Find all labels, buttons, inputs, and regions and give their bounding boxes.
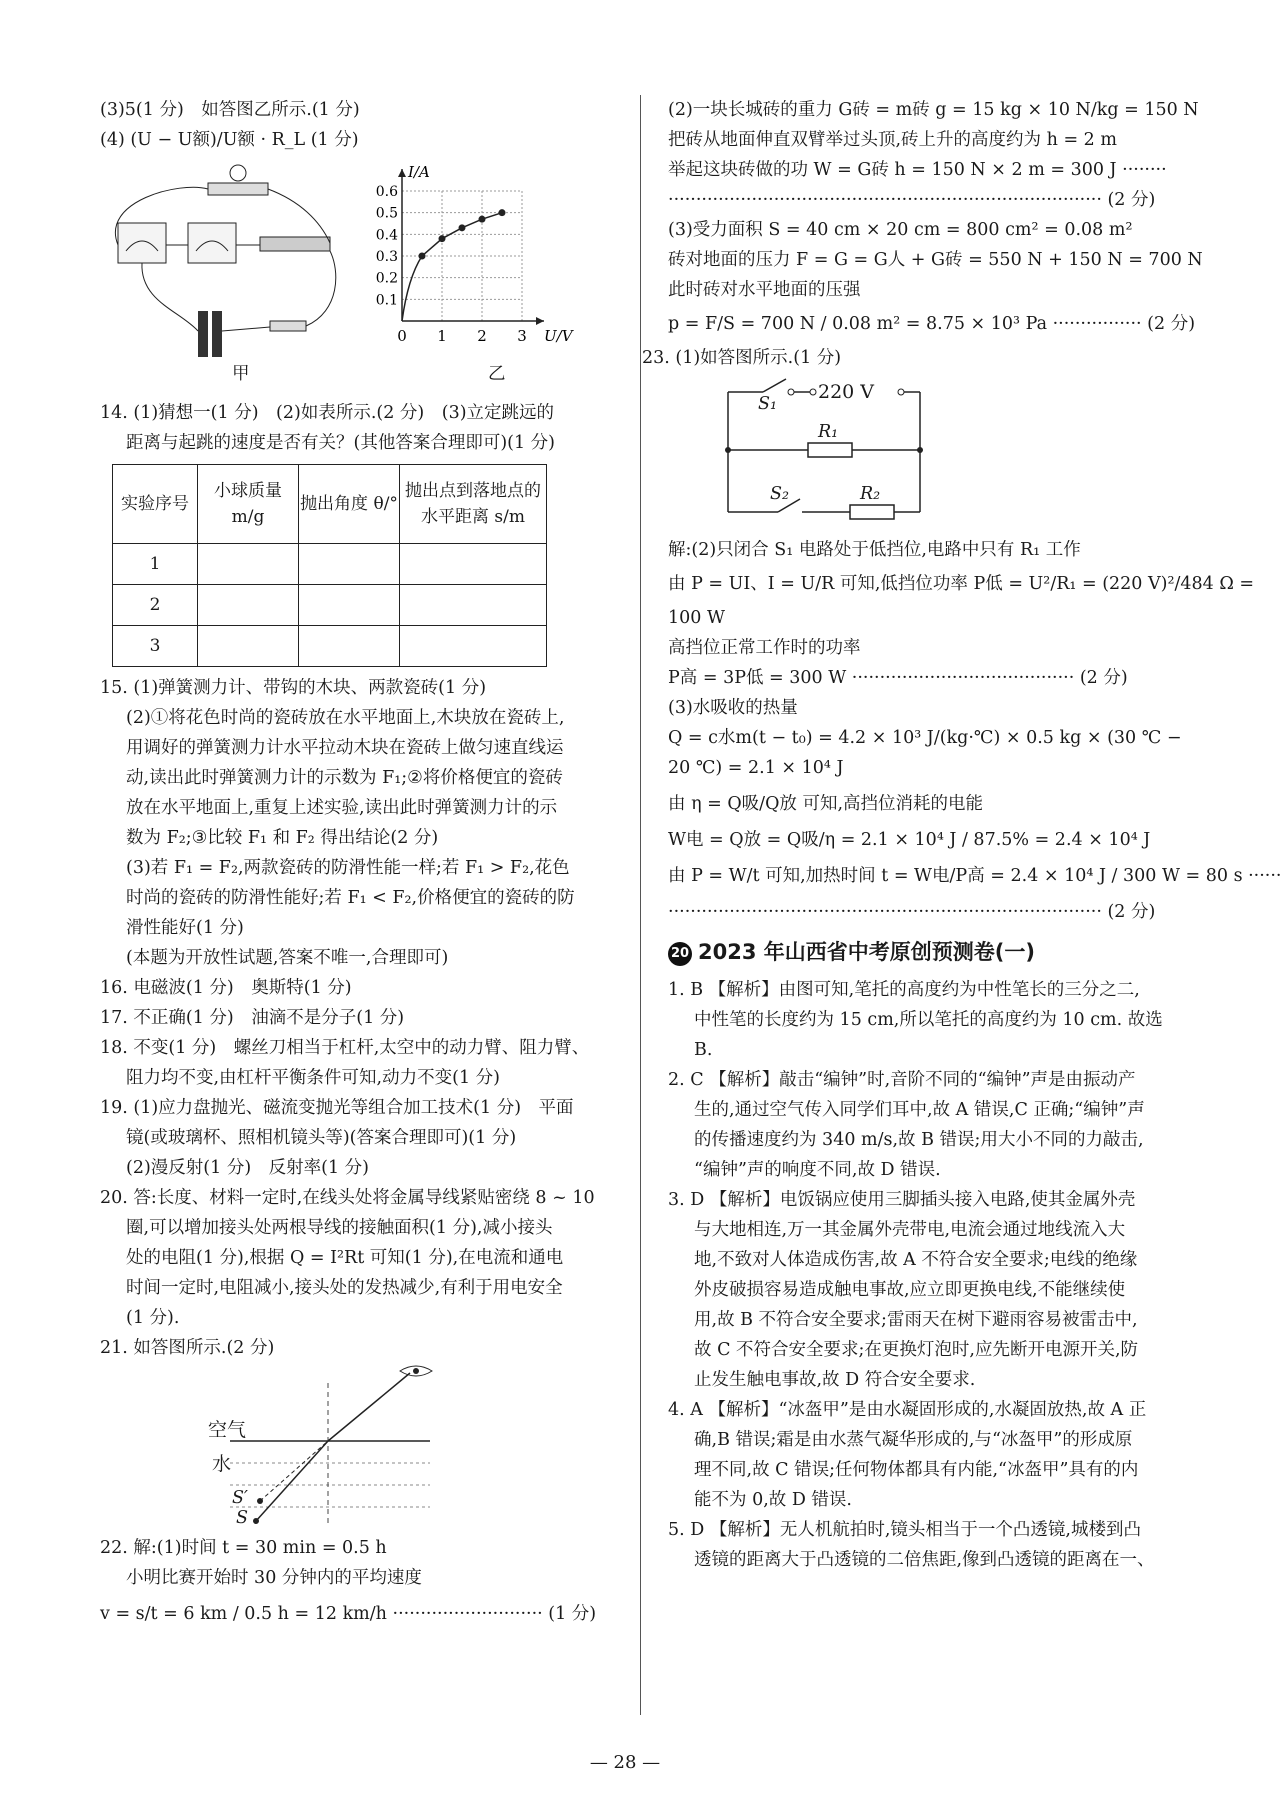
- answer-18-line: 阻力均不变,由杠杆平衡条件可知,动力不变(1 分): [126, 1068, 500, 1088]
- data-point: [419, 253, 426, 260]
- answer-15-line: 15. (1)弹簧测力计、带钩的木块、两款瓷砖(1 分): [100, 678, 487, 698]
- y-axis-label: I/A: [408, 163, 430, 181]
- table-row: [113, 626, 547, 667]
- x-axis-label: U/V: [544, 327, 573, 345]
- answer-23-line: 20 ℃) = 2.1 × 10⁴ J: [668, 758, 844, 778]
- answer-22-3: p = F/S = 700 N / 0.08 m² = 8.75 × 10³ Pa ················ (2 分): [668, 314, 1196, 334]
- refraction-figure: [100, 1363, 620, 1533]
- answer-20-line: 时间一定时,电阻减小,接头处的发热减少,有利于用电安全: [126, 1278, 563, 1298]
- mc-answer-line: 理不同,故 C 错误;任何物体都具有内能,“冰盔甲”具有的内: [694, 1460, 1139, 1480]
- answer-14-a: 14. (1)猜想一(1 分) (2)如表所示.(2 分) (3)立定跳远的: [100, 403, 555, 423]
- answer-22-2: 把砖从地面伸直双臂举过头顶,砖上升的高度约为 h = 2 m: [668, 130, 1117, 150]
- table-header-1: 实验序号: [113, 465, 198, 544]
- answer-13-3: (3)5(1 分) 如答图乙所示.(1 分): [100, 100, 360, 120]
- point-s: [253, 1518, 259, 1524]
- y-tick-label: 0.5: [375, 205, 398, 222]
- mc-answer-line: 能不为 0,故 D 错误.: [694, 1490, 852, 1510]
- answer-16: 16. 电磁波(1 分) 奥斯特(1 分): [100, 978, 352, 998]
- answer-15-line: (本题为开放性试题,答案不唯一,合理即可): [126, 948, 449, 968]
- answer-15-line: 放在水平地面上,重复上述实验,读出此时弹簧测力计的示: [126, 798, 558, 818]
- mc-answer-line: B.: [694, 1040, 713, 1060]
- row-index: 3: [113, 626, 198, 667]
- series-line: [402, 213, 502, 321]
- answer-22-line: 22. 解:(1)时间 t = 30 min = 0.5 h: [100, 1538, 387, 1558]
- answer-22-line: 小明比赛开始时 30 分钟内的平均速度: [126, 1568, 422, 1588]
- data-point: [479, 216, 486, 223]
- answer-22-2: 举起这块砖做的功 W = G砖 h = 150 N × 2 m = 300 J ········: [668, 160, 1167, 180]
- mc-answer-line: 用,故 B 不符合安全要求;雷雨天在树下避雨容易被雷击中,: [694, 1310, 1138, 1330]
- label-voltage: 220 V: [818, 381, 875, 403]
- section-title: [668, 937, 1183, 967]
- answer-20-line: (1 分).: [126, 1308, 180, 1328]
- answer-15-line: 滑性能好(1 分): [126, 918, 244, 938]
- answer-20-line: 圈,可以增加接头处两根导线的接触面积(1 分),减小接头: [126, 1218, 553, 1238]
- figure-label-yi: 乙: [488, 364, 506, 384]
- point-s-prime: [257, 1498, 263, 1504]
- y-tick-label: 0.2: [375, 270, 398, 287]
- circuit-diagram: [668, 377, 1183, 527]
- x-tick-label: 1: [437, 327, 447, 345]
- figure-label-jia: 甲: [232, 364, 250, 384]
- answer-23-line: 由 P = W/t 可知,加热时间 t = W电/P高 = 2.4 × 10⁴ J / 300 W = 80 s ······: [668, 866, 1282, 886]
- lamp-base: [208, 183, 268, 195]
- label-s1: S₁: [758, 394, 778, 414]
- answer-23-line: (3)水吸收的热量: [668, 698, 798, 718]
- rheostat: [260, 237, 330, 251]
- mc-answer-line: 5. D 【解析】无人机航拍时,镜头相当于一个凸透镜,城楼到凸: [668, 1520, 1141, 1540]
- mc-answer-line: 确,B 错误;霜是由水蒸气凝华形成的,与“冰盔甲”的形成原: [694, 1430, 1133, 1450]
- mc-answer-line: 中性笔的长度约为 15 cm,所以笔托的高度约为 10 cm. 故选: [694, 1010, 1163, 1030]
- answer-23-line: Q = c水m(t − t₀) = 4.2 × 10³ J/(kg·℃) × 0.5 kg × (30 ℃ −: [668, 728, 1182, 748]
- label-air: 空气: [208, 1419, 247, 1441]
- mc-answer-line: 3. D 【解析】电饭锅应使用三脚插头接入电路,使其金属外壳: [668, 1190, 1136, 1210]
- answer-23-line: 由 η = Q吸/Q放 可知,高挡位消耗的电能: [668, 794, 984, 814]
- battery: [198, 311, 208, 357]
- section-title-text: 2023 年山西省中考原创预测卷(一): [698, 940, 1035, 964]
- table-header-3: 抛出角度 θ/°: [299, 465, 400, 544]
- answer-15-line: (2)①将花色时尚的瓷砖放在水平地面上,木块放在瓷砖上,: [126, 708, 565, 728]
- row-index: 1: [113, 544, 198, 585]
- answer-22-3: 此时砖对水平地面的压强: [668, 280, 861, 300]
- answer-15-line: (3)若 F₁ = F₂,两款瓷砖的防滑性能一样;若 F₁ > F₂,花色: [126, 858, 570, 878]
- apparatus-figure: [100, 161, 360, 371]
- table-header-4: 抛出点到落地点的水平距离 s/m: [400, 465, 547, 544]
- answer-22-2: (2)一块长城砖的重力 G砖 = m砖 g = 15 kg × 10 N/kg = 150 N: [668, 100, 1199, 120]
- y-tick-label: 0.4: [375, 227, 398, 244]
- mc-answer-line: 外皮破损容易造成触电事故,应立即更换电线,不能继续使: [694, 1280, 1126, 1300]
- answer-23-line: 100 W: [668, 608, 725, 628]
- answer-23-line: 由 P = UI、I = U/R 可知,低挡位功率 P低 = U²/R₁ = (220 V)²/484 Ω =: [668, 574, 1255, 594]
- answer-15-line: 动,读出此时弹簧测力计的示数为 F₁;②将价格便宜的瓷砖: [126, 768, 563, 788]
- section-number-badge: 20: [668, 942, 692, 966]
- refracted-ray: [328, 1373, 410, 1441]
- answer-17: 17. 不正确(1 分) 油滴不是分子(1 分): [100, 1008, 405, 1028]
- data-point: [499, 209, 506, 216]
- label-r2: R₂: [860, 484, 881, 504]
- mc-answer-line: 生的,通过空气传入同学们耳中,故 A 错误,C 正确;“编钟”声: [694, 1100, 1145, 1120]
- answer-20-line: 20. 答:长度、材料一定时,在线头处将金属导线紧贴密绕 8 ~ 10: [100, 1188, 595, 1208]
- answer-23-line: 解:(2)只闭合 S₁ 电路处于低挡位,电路中只有 R₁ 工作: [668, 540, 1081, 560]
- figure-13: [100, 161, 620, 384]
- column-divider: [640, 95, 641, 1715]
- answer-21: 21. 如答图所示.(2 分): [100, 1338, 275, 1358]
- iu-chart: [368, 161, 573, 351]
- answer-23-1: 23. (1)如答图所示.(1 分): [642, 348, 842, 368]
- incident-ray: [256, 1441, 328, 1521]
- x-tick-label: 2: [477, 327, 487, 345]
- label-s: S: [236, 1508, 248, 1528]
- answer-19-line: 镜(或玻璃杯、照相机镜头等)(答案合理即可)(1 分): [126, 1128, 517, 1148]
- mc-answer-line: 的传播速度约为 340 m/s,故 B 错误;用大小不同的力敲击,: [694, 1130, 1144, 1150]
- mc-answer-line: 与大地相连,万一其金属外壳带电,电流会通过地线流入大: [694, 1220, 1126, 1240]
- answer-15-line: 时尚的瓷砖的防滑性能好;若 F₁ < F₂,价格便宜的瓷砖的防: [126, 888, 575, 908]
- x-tick-label: 0: [397, 327, 407, 345]
- label-s-prime: S′: [232, 1488, 248, 1508]
- answer-15-line: 用调好的弹簧测力计水平拉动木块在瓷砖上做匀速直线运: [126, 738, 564, 758]
- mc-answer-line: 地,不致对人体造成伤害,故 A 不符合安全要求;电线的绝缘: [694, 1250, 1138, 1270]
- experiment-table: [112, 464, 547, 667]
- answer-22-line: v = s/t = 6 km / 0.5 h = 12 km/h ··························· (1 分): [100, 1604, 597, 1624]
- answer-18-line: 18. 不变(1 分) 螺丝刀相当于杠杆,太空中的动力臂、阻力臂、: [100, 1038, 590, 1058]
- label-s2: S₂: [770, 484, 790, 504]
- virtual-ray: [260, 1441, 328, 1501]
- table-header-2: 小球质量 m/g: [198, 465, 299, 544]
- mc-answer-line: 故 C 不符合安全要求;在更换灯泡时,应先断开电源开关,防: [694, 1340, 1139, 1360]
- answer-23-line: W电 = Q放 = Q吸/η = 2.1 × 10⁴ J / 87.5% = 2.4 × 10⁴ J: [668, 830, 1151, 850]
- voltmeter: [118, 223, 166, 263]
- ammeter: [188, 223, 236, 263]
- mc-answer-line: 2. C 【解析】敲击“编钟”时,音阶不同的“编钟”声是由振动产: [668, 1070, 1136, 1090]
- table-row: [113, 585, 547, 626]
- answer-14-b: 距离与起跳的速度是否有关？(其他答案合理即可)(1 分): [126, 433, 556, 453]
- data-point: [459, 224, 466, 231]
- mc-answer-line: 透镜的距离大于凸透镜的二倍焦距,像到凸透镜的距离在一、: [694, 1550, 1155, 1570]
- answer-23-line: P高 = 3P低 = 300 W ········································ (2 分): [668, 668, 1128, 688]
- page-number: — 28 —: [589, 1752, 661, 1773]
- y-tick-label: 0.1: [375, 292, 398, 309]
- data-point: [439, 235, 446, 242]
- mc-answer-line: 1. B 【解析】由图可知,笔托的高度约为中性笔长的三分之二,: [668, 980, 1140, 1000]
- x-tick-label: 3: [517, 327, 527, 345]
- answer-23-line: ·············································································· (2 分): [668, 902, 1156, 922]
- answer-13-4: (4) (U − U额)/U额 · R_L (1 分): [100, 130, 359, 150]
- answer-15-line: 数为 F₂;③比较 F₁ 和 F₂ 得出结论(2 分): [126, 828, 439, 848]
- answer-22-2: ·············································································· (2 分): [668, 190, 1156, 210]
- y-axis-arrow: [398, 169, 406, 177]
- label-r1: R₁: [818, 422, 839, 442]
- mc-answer-line: 止发生触电事故,故 D 符合安全要求.: [694, 1370, 976, 1390]
- lamp-bulb: [230, 165, 246, 181]
- answer-22-3: (3)受力面积 S = 40 cm × 20 cm = 800 cm² = 0.08 m²: [668, 220, 1133, 240]
- row-index: 2: [113, 585, 198, 626]
- label-water: 水: [212, 1453, 232, 1475]
- x-axis-arrow: [536, 317, 544, 325]
- answer-19-line: (2)漫反射(1 分) 反射率(1 分): [126, 1158, 369, 1178]
- mc-answer-line: “编钟”声的响度不同,故 D 错误.: [694, 1160, 941, 1180]
- answer-19-line: 19. (1)应力盘抛光、磁流变抛光等组合加工技术(1 分) 平面: [100, 1098, 574, 1118]
- answer-23-line: 高挡位正常工作时的功率: [668, 638, 861, 658]
- left-column: [100, 95, 620, 1629]
- right-column: [642, 95, 1282, 1575]
- mc-answer-line: 4. A 【解析】“冰盔甲”是由水凝固形成的,水凝固放热,故 A 正: [668, 1400, 1147, 1420]
- switch: [270, 321, 306, 331]
- y-tick-label: 0.3: [375, 249, 398, 265]
- table-row: [113, 544, 547, 585]
- answer-22-3: 砖对地面的压力 F = G = G人 + G砖 = 550 N + 150 N = 700 N: [668, 250, 1203, 270]
- answer-20-line: 处的电阻(1 分),根据 Q = I²Rt 可知(1 分),在电流和通电: [126, 1248, 564, 1268]
- y-tick-label: 0.6: [375, 184, 398, 200]
